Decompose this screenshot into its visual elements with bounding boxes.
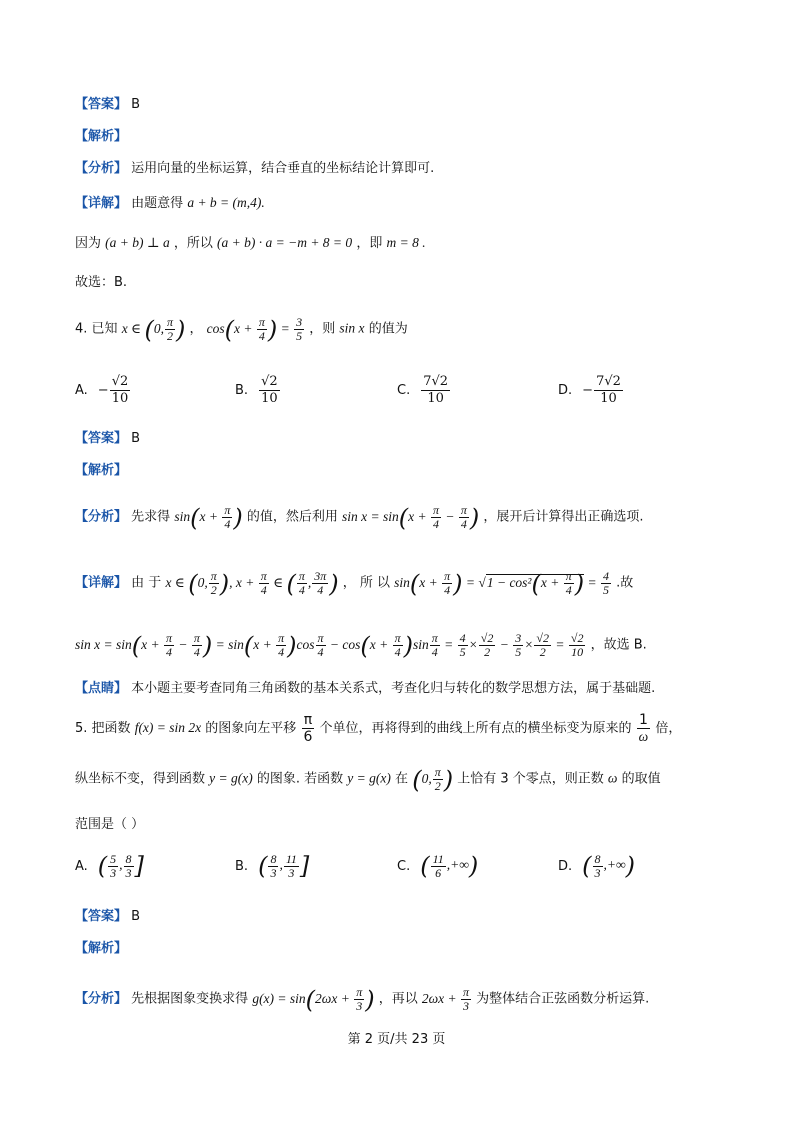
vector-sum-expr: a + b = (m,4). bbox=[187, 195, 265, 210]
answer-value: B bbox=[131, 97, 141, 112]
q5-fenxi-line: 【分析】 先根据图象变换求得 g(x) = sin(2ωx + $\frac{\pi}{3}$ ) ，再以 2ωx + $\frac{\pi}{3}$ 为整体结合正弦函数分析运算. bbox=[75, 985, 650, 1014]
fenxi-text: 运用向量的坐标运算，结合垂直的坐标结论计算即可. bbox=[131, 161, 435, 176]
perp-expr: (a + b) ⊥ a bbox=[105, 235, 170, 250]
dot-product-expr: (a + b) · a = −m + 8 = 0 bbox=[217, 235, 353, 250]
q5-stem-line3: 范围是（ ） bbox=[75, 817, 145, 832]
q4-option-b: B. $\frac{√2}{10}$ bbox=[235, 374, 278, 406]
q4-option-d: D. − $\frac{7√2}{10}$ bbox=[558, 374, 621, 406]
m-value-expr: m = 8 . bbox=[386, 235, 426, 250]
q5-stem-line2: 纵坐标不变，得到函数 y = g(x) 的图象. 若函数 y = g(x) 在 (0, $\frac{\pi}{2}$ ) 上恰有 3 个零点，则正数 ω 的取值 bbox=[75, 765, 661, 794]
q3-perp-line: 因为 (a + b) ⊥ a ，所以 (a + b) · a = −m + 8 = 0 ，即 m = 8 . bbox=[75, 235, 426, 251]
q3-xiangjie-line: 【详解】 由题意得 a + b = (m,4). bbox=[75, 195, 265, 211]
q5-answer-line: 【答案】 B bbox=[75, 909, 141, 924]
q4-xiangjie-line: 【详解】 由 于 x ∈ (0, $\frac{\pi}{2}$ ), x + $\frac{\pi}{4}$ ∈ ( $\frac{\pi}{4}$ , $\frac{3\pi}{4}$ ) ， 所 以 sin(x + $\frac{\pi}{4}$ ) = √1 − cos²(x + $\frac{\pi}{4}$ ) = $\frac{4}{5}$ .故 bbox=[75, 569, 634, 598]
answer-value: B bbox=[131, 431, 141, 446]
dianjing-tag: 【点睛】 bbox=[75, 681, 128, 696]
q4-option-c: C. $\frac{7√2}{10}$ bbox=[397, 374, 449, 406]
q4-answer-line: 【答案】 B bbox=[75, 431, 141, 446]
answer-value: B bbox=[131, 909, 141, 924]
q3-fenxi-line bbox=[75, 160, 434, 178]
q3-answer-line bbox=[75, 96, 140, 114]
q5-option-c: C. ( $\frac{11}{6}$ ,+∞) bbox=[397, 851, 479, 880]
q4-cos-expr: cos(x + $\frac{\pi}{4}$ ) = $\frac{3}{5}$ bbox=[206, 315, 303, 344]
q4-stem: 4. 已知 x ∈ (0, $\frac{\pi}{2}$ ) ， cos(x + $\frac{\pi}{4}$ ) = $\frac{3}{5}$ ，则 sin x 的值为 bbox=[75, 315, 408, 344]
q4-dianjing-line: 【点睛】 本小题主要考查同角三角函数的基本关系式，考查化归与转化的数学思想方法，属于基础题. bbox=[75, 681, 656, 696]
q5-option-a: A. ( $\frac{5}{3}$ , $\frac{8}{3}$ ] bbox=[75, 851, 144, 880]
q3-conclusion: 故选：B. bbox=[75, 275, 128, 290]
q3-analysis-tag: 【解析】 bbox=[75, 129, 128, 144]
q4-fenxi-line: 【分析】 先求得 sin(x + $\frac{\pi}{4}$ ) 的值，然后利用 sin x = sin(x + $\frac{\pi}{4}$ − $\frac{\pi}{4}$ ) ，展开后计算得出正确选项. bbox=[75, 503, 644, 532]
q5-analysis-tag: 【解析】 bbox=[75, 941, 128, 956]
q4-option-a: A. − $\frac{√2}{10}$ bbox=[75, 374, 129, 406]
xiangjie-tag: 【详解】 bbox=[75, 196, 128, 211]
page-footer: 第 2 页/共 23 页 bbox=[347, 1032, 446, 1047]
q5-option-d: D. ( $\frac{8}{3}$ ,+∞) bbox=[558, 851, 636, 880]
q4-final-line: sin x = sin(x + $\frac{\pi}{4}$ − $\frac{\pi}{4}$ ) = sin(x + $\frac{\pi}{4}$ )cos $\frac{\pi}{4}$ − cos(x + $\frac{\pi}{4}$ )sin $\frac{\pi}{4}$ = $\frac{4}{5}$ × $\frac{√2}{2}$ − $\frac{3}{5}$ × $\frac{√2}{2}$ = $\frac{√2}{10}$ ，故选 B. bbox=[75, 631, 647, 660]
fenxi-tag: 【分析】 bbox=[75, 161, 128, 176]
q4-domain-expr: x ∈ (0, $\frac{\pi}{2}$ ) bbox=[121, 315, 186, 344]
q5-stem-line1: 5. 把函数 f(x) = sin 2x 的图象向左平移 $\frac{\pi}{6}$ 个单位，再将得到的曲线上所有点的横坐标变为原来的 $\frac{1}{\omega}$ 倍， bbox=[75, 712, 682, 745]
q5-option-b: B. ( $\frac{8}{3}$ , $\frac{11}{3}$ ] bbox=[235, 851, 310, 880]
answer-tag: 【答案】 bbox=[75, 97, 128, 112]
q4-analysis-tag: 【解析】 bbox=[75, 463, 128, 478]
